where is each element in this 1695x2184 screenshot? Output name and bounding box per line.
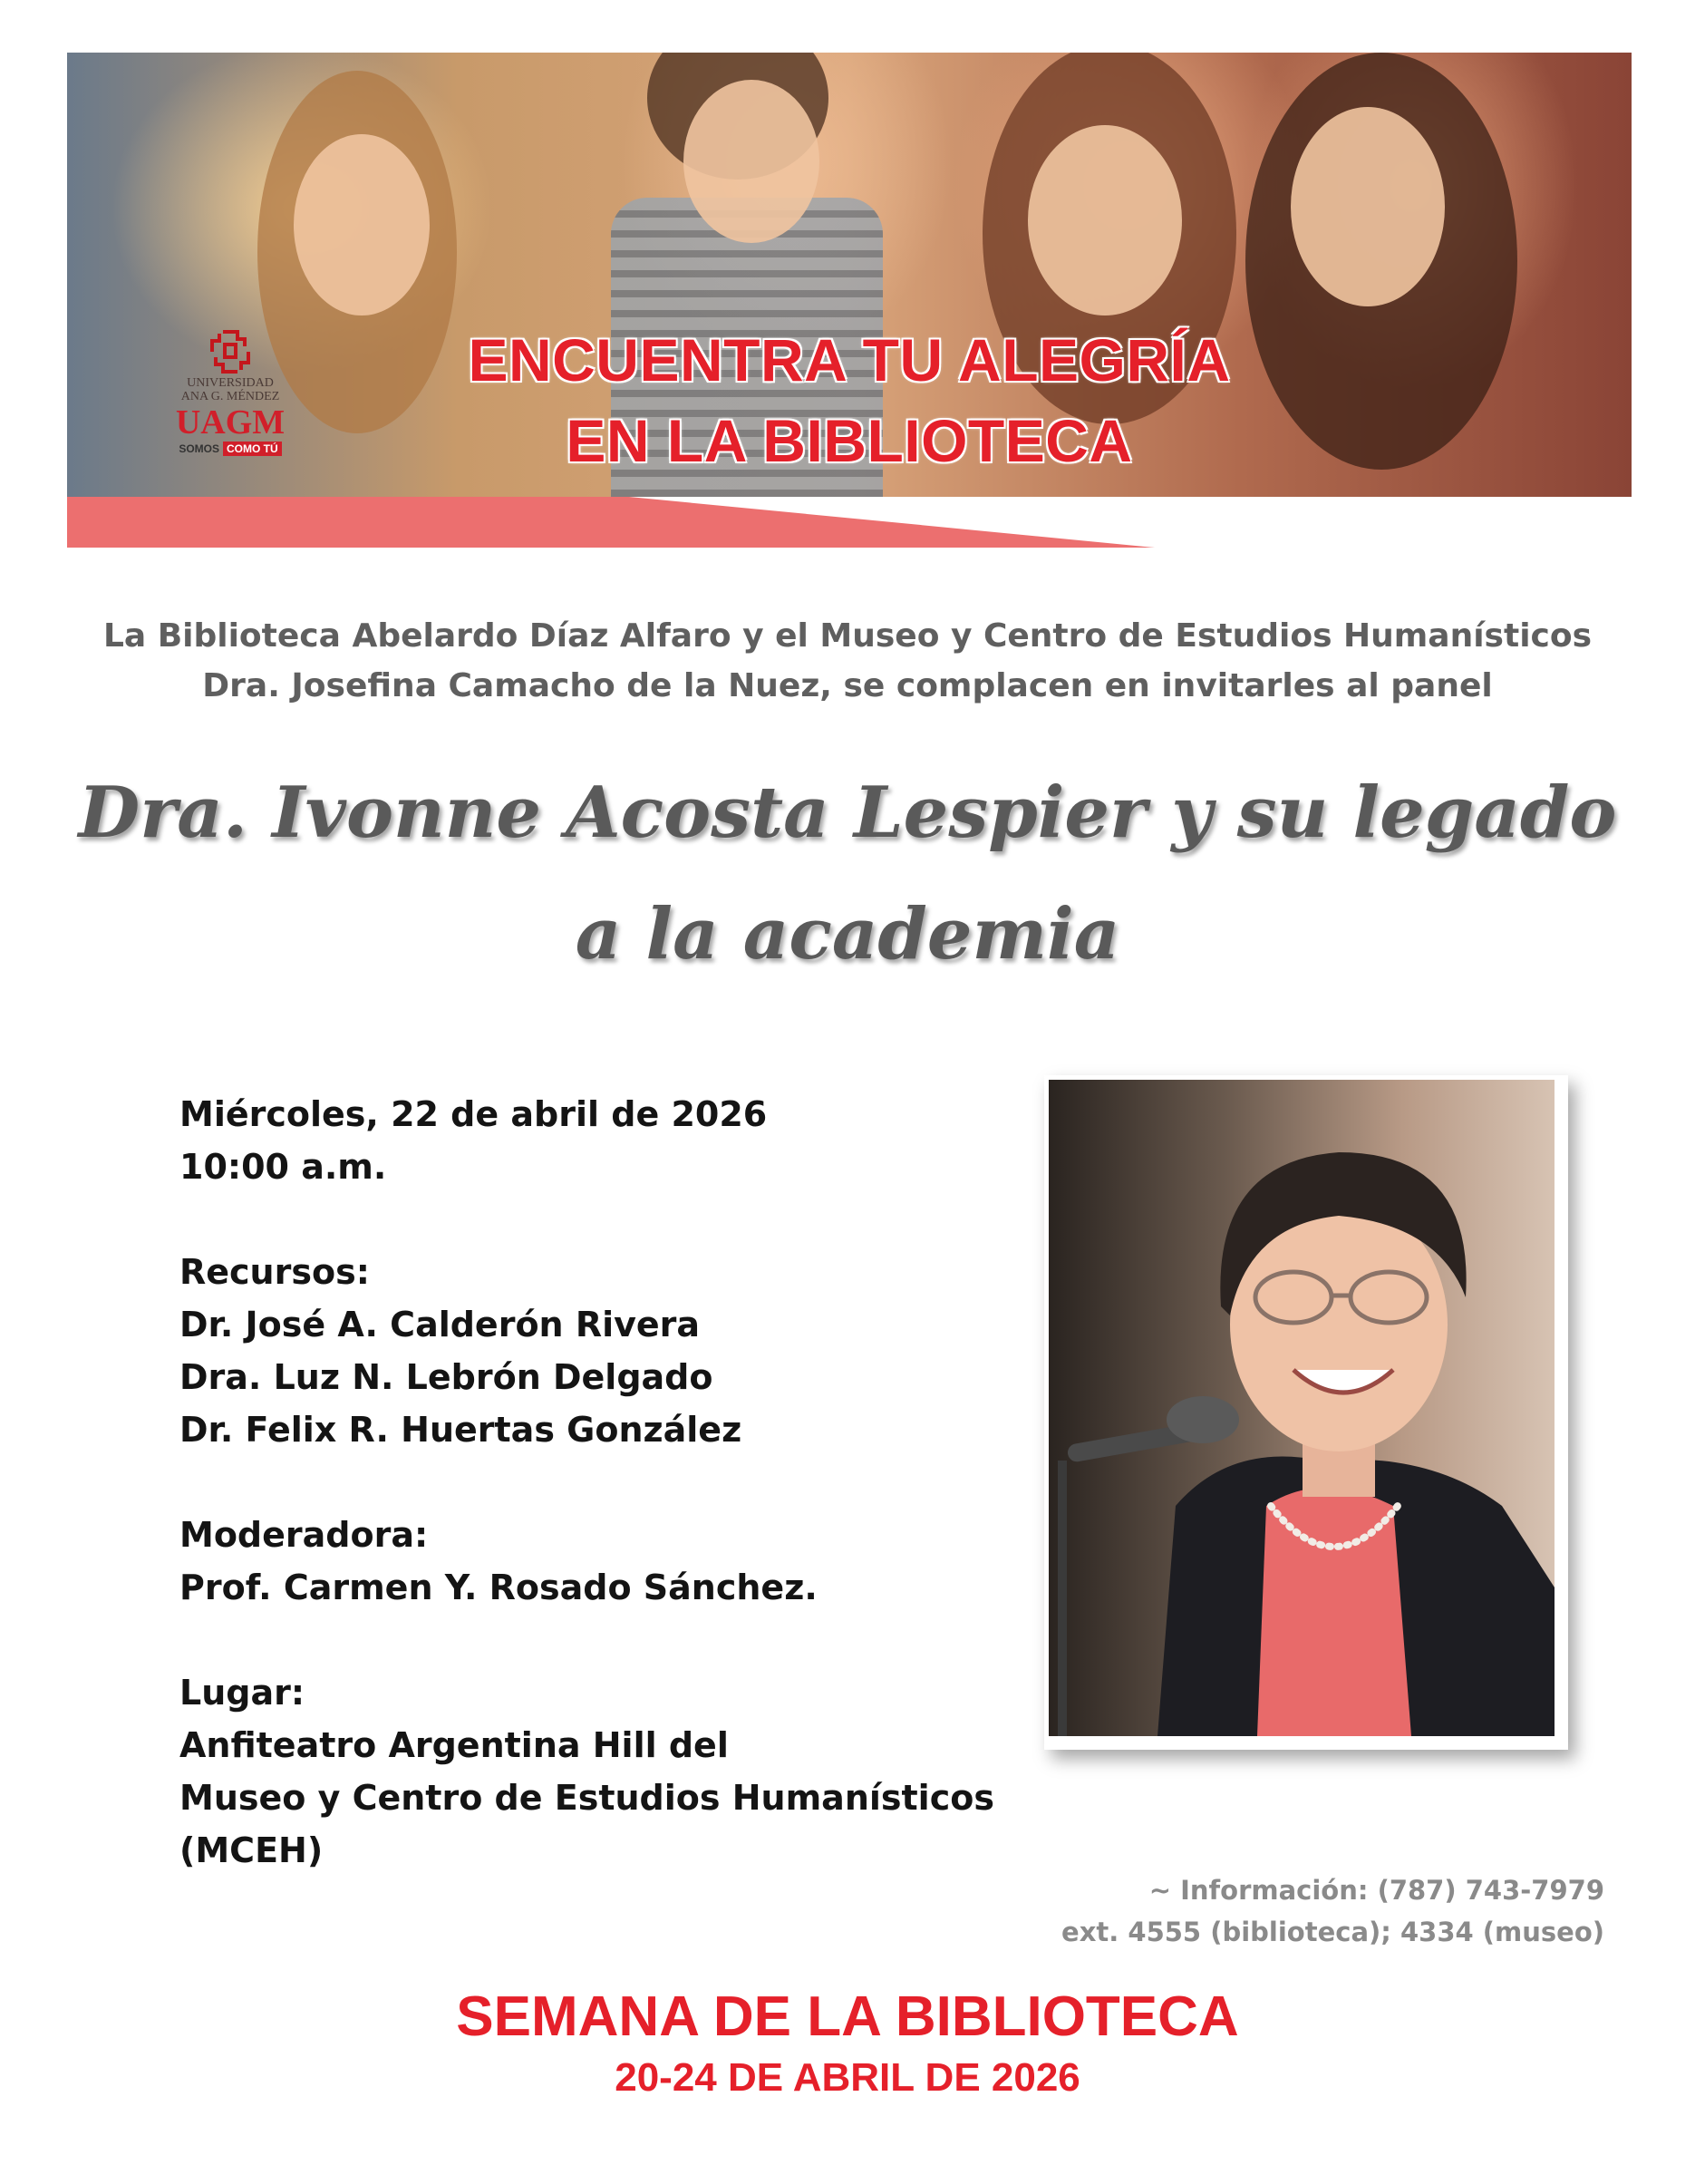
honoree-portrait-illustration <box>1049 1080 1555 1736</box>
logo-tagline-somos: SOMOS <box>179 442 219 456</box>
banner-title-line2: EN LA BIBLIOTECA <box>566 407 1133 474</box>
place-line: Anfiteatro Argentina Hill del <box>179 1725 729 1765</box>
resource-person: Dra. Luz N. Lebrón Delgado <box>179 1357 713 1397</box>
header-banner-image <box>67 53 1632 497</box>
place-label: Lugar: <box>179 1673 305 1713</box>
logo-acronym: UAGM <box>175 403 286 442</box>
event-details <box>179 1088 1050 1877</box>
banner-accent-stripe <box>67 497 1632 548</box>
moderator-label: Moderadora: <box>179 1515 429 1555</box>
place-line: Museo y Centro de Estudios Humanísticos <box>179 1778 994 1818</box>
banner-figure <box>683 80 819 243</box>
logo-tagline-como-tu: COMO TÚ <box>223 442 282 456</box>
banner-figure <box>294 134 430 315</box>
info-extensions: ext. 4555 (biblioteca); 4334 (museo) <box>1061 1917 1604 1947</box>
honoree-photo <box>1044 1075 1568 1750</box>
banner-figure <box>1028 125 1182 315</box>
footer-title: SEMANA DE LA BIBLIOTECA <box>456 1985 1239 2048</box>
moderator-name: Prof. Carmen Y. Rosado Sánchez. <box>179 1568 818 1607</box>
resource-person: Dr. Felix R. Huertas González <box>179 1410 742 1450</box>
intro-line2: Dra. Josefina Camacho de la Nuez, se complacen en invitarles al panel <box>202 667 1493 704</box>
resource-person: Dr. José A. Calderón Rivera <box>179 1305 701 1344</box>
banner-title-line1: ENCUENTRA TU ALEGRÍA <box>468 326 1231 393</box>
event-time: 10:00 a.m. <box>179 1147 387 1187</box>
place-line: (MCEH) <box>179 1830 324 1870</box>
intro-line1: La Biblioteca Abelardo Díaz Alfaro y el Museo y Centro de Estudios Humanísticos <box>102 617 1593 655</box>
banner-figure <box>1291 107 1445 306</box>
event-title-line2: a la academia <box>575 893 1120 976</box>
info-phone: ~ Información: (787) 743-7979 <box>1148 1875 1604 1906</box>
footer-dates: 20-24 DE ABRIL DE 2026 <box>615 2055 1080 2100</box>
event-date: Miércoles, 22 de abril de 2026 <box>179 1094 768 1134</box>
event-title-line1: Dra. Ivonne Acosta Lespier y su legado <box>78 772 1617 854</box>
resources-label: Recursos: <box>179 1252 370 1292</box>
logo-university-line2: ANA G. MÉNDEZ <box>180 389 280 403</box>
logo-university-line1: UNIVERSIDAD <box>187 376 274 390</box>
